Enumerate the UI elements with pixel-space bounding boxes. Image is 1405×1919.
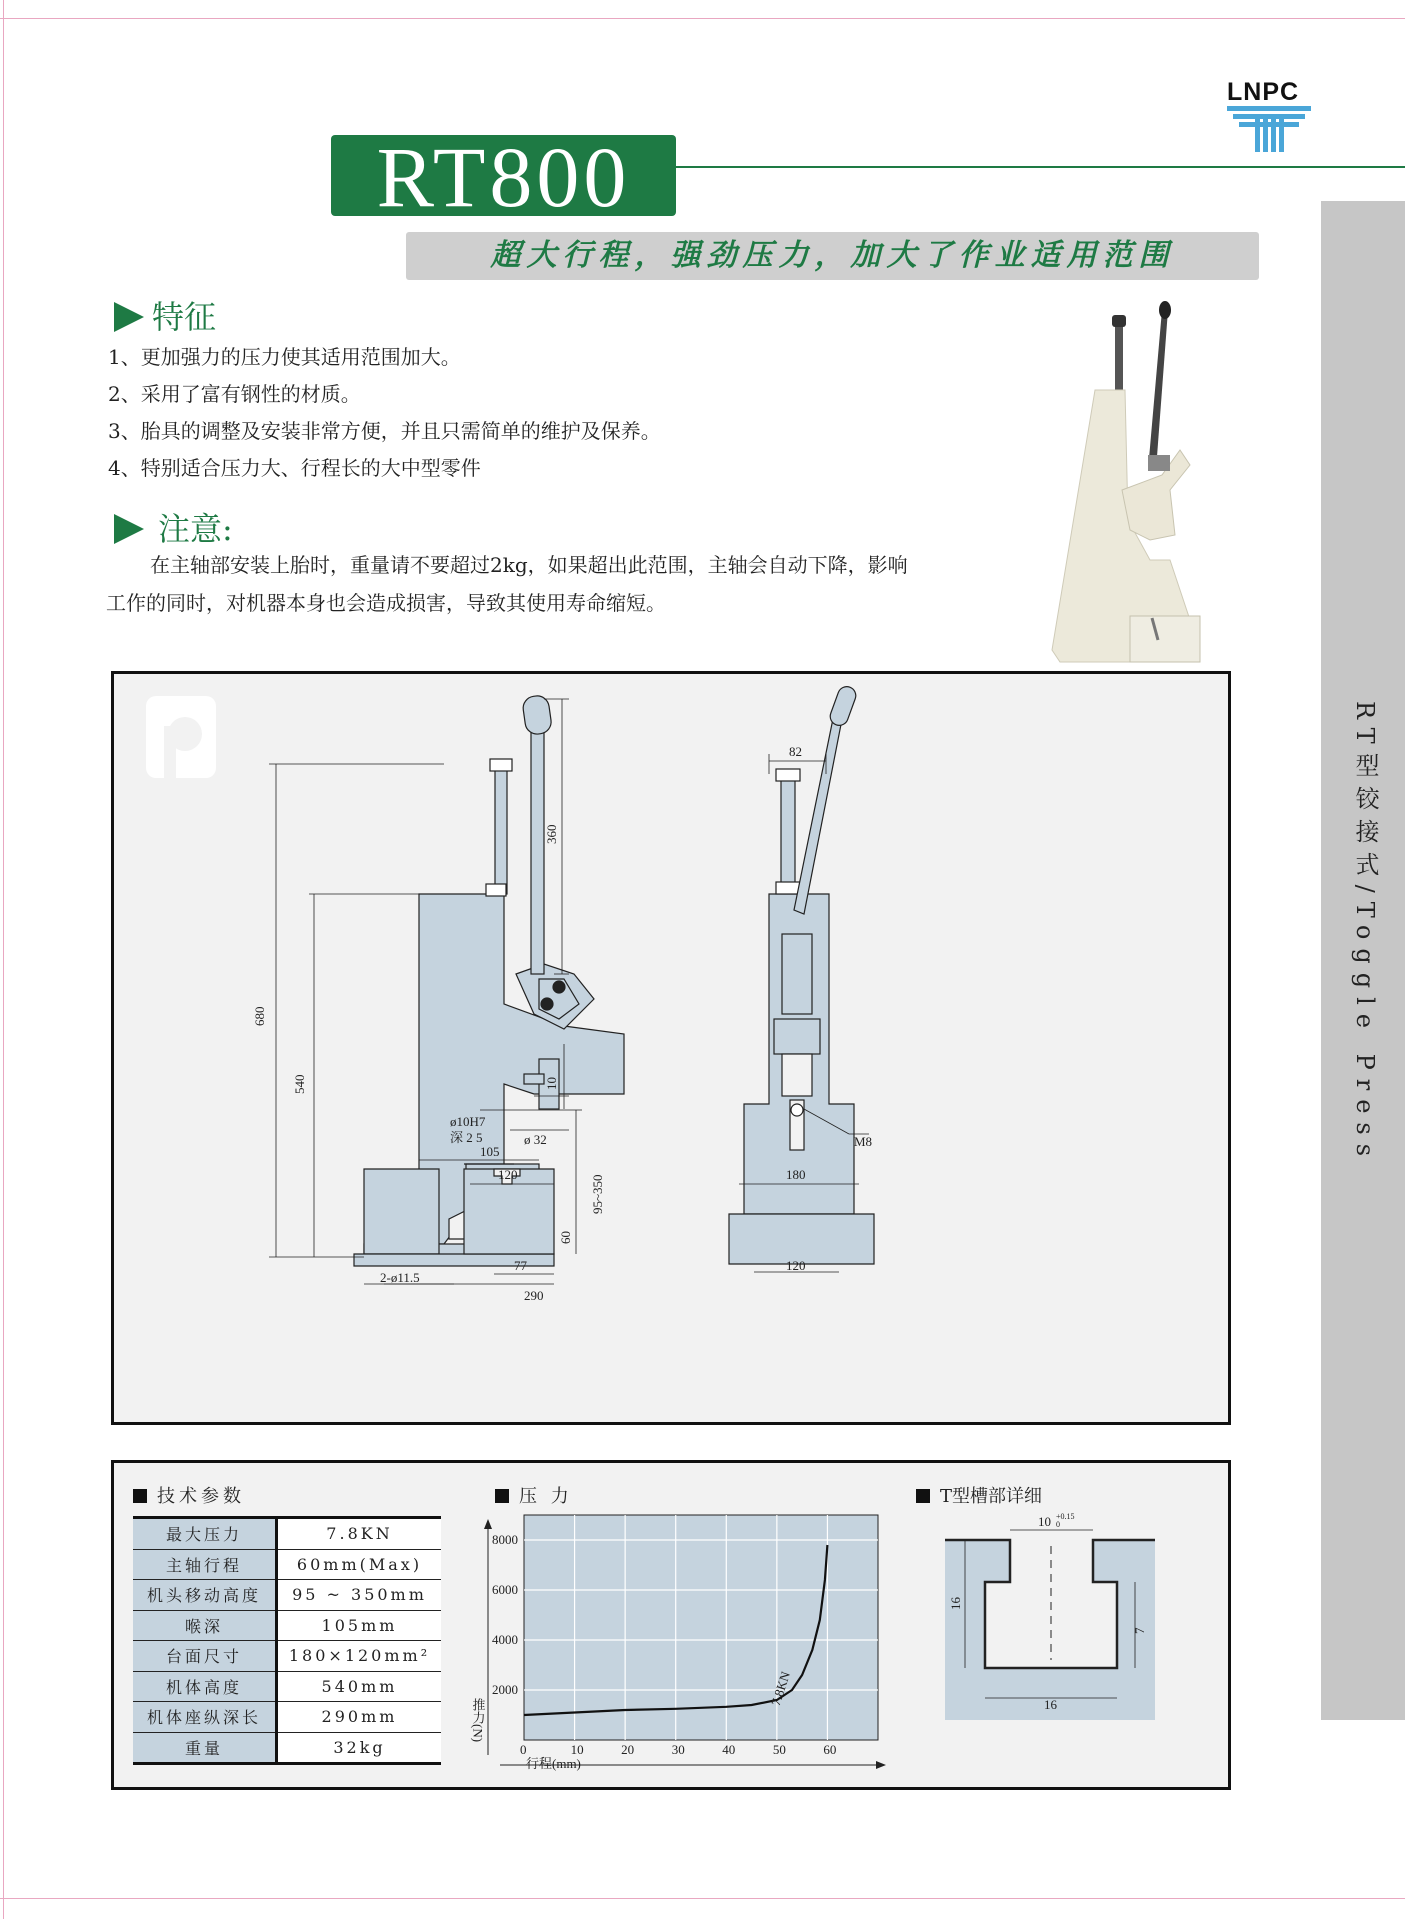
x-tick-label: 30 (671, 1742, 685, 1757)
notice-line-1: 在主轴部安装上胎时，重量请不要超过2kg，如果超出此范围，主轴会自动下降，影响 (150, 553, 908, 577)
triangle-bullet-icon (114, 302, 144, 332)
x-tick-label: 60 (823, 1742, 837, 1757)
feature-item: 4、特别适合压力大、行程长的大中型零件 (108, 456, 481, 480)
dim-180: 180 (786, 1167, 806, 1182)
dim-120: 120 (498, 1167, 518, 1182)
logo-mark-icon (1225, 104, 1317, 154)
square-bullet-icon (495, 1489, 509, 1503)
features-list (108, 339, 661, 487)
x-tick-label: 50 (772, 1742, 786, 1757)
dim-holes: 2-ø11.5 (380, 1270, 420, 1285)
tslot-dim-7: 7 (1132, 1627, 1147, 1634)
table-row: 主轴行程 60mm(Max) (133, 1549, 441, 1580)
brand-name: LNPC (1227, 78, 1300, 106)
y-tick-label: 2000 (492, 1682, 518, 1697)
notice-title: 注意: (158, 510, 233, 548)
tslot-tol-upper: +0.15 (1056, 1512, 1075, 1521)
feature-item: 2、采用了富有钢性的材质。 (108, 382, 361, 406)
tslot-title: T型槽部详细 (916, 1482, 1042, 1508)
tslot-diagram (940, 1510, 1160, 1735)
product-photo (1040, 300, 1212, 670)
dim-95-350: 95~350 (590, 1174, 605, 1214)
square-bullet-icon (916, 1489, 930, 1503)
table-row: 台面尺寸 180×120mm² (133, 1641, 441, 1672)
pressure-title: 压 力 (495, 1482, 573, 1508)
notice-line-2: 工作的同时，对机器本身也会造成损害，导致其使用寿命缩短。 (106, 591, 666, 615)
dim-m8: M8 (854, 1134, 873, 1149)
feature-item: 3、胎具的调整及安装非常方便，并且只需简单的维护及保养。 (108, 419, 661, 443)
tslot-tol-lower: 0 (1056, 1520, 1060, 1529)
notice-heading (114, 504, 233, 550)
table-row: 机体高度 540mm (133, 1671, 441, 1702)
y-axis-label: 推力(N) (470, 1698, 486, 1743)
table-row: 最大压力 7.8KN (133, 1518, 441, 1550)
square-bullet-icon (133, 1489, 147, 1503)
header-rule (676, 166, 1405, 168)
table-row: 机体座纵深长 290mm (133, 1702, 441, 1733)
feature-item: 1、更加强力的压力使其适用范围加大。 (108, 345, 461, 369)
dim-105: 105 (480, 1144, 500, 1159)
model-title-box (331, 129, 676, 225)
x-axis-label: 行程(mm) (526, 1756, 581, 1771)
dim-540: 540 (292, 1074, 307, 1094)
table-row: 重量 32kg (133, 1732, 441, 1764)
dim-front-120: 120 (786, 1258, 806, 1273)
tslot-dim-16-width: 16 (1044, 1697, 1057, 1712)
features-title: 特征 (152, 298, 217, 336)
series-annotation: 7.8KN (767, 1669, 794, 1708)
table-row: 机头移动高度 95 ~ 350mm (133, 1580, 441, 1611)
dim-depth: 深 2 5 (450, 1130, 483, 1145)
technical-drawing (114, 674, 1228, 1422)
dim-shaft: ø 32 (524, 1132, 547, 1147)
triangle-bullet-icon (114, 514, 144, 544)
x-tick-label: 40 (722, 1742, 736, 1757)
table-row: 喉深 105mm (133, 1610, 441, 1641)
dim-360: 360 (544, 824, 559, 844)
y-tick-label: 6000 (492, 1582, 518, 1597)
tslot-dim-10: 10 (1038, 1514, 1051, 1529)
pressure-chart (470, 1505, 890, 1775)
x-tick-label: 20 (621, 1742, 635, 1757)
slogan-box (406, 232, 1259, 280)
plot-area (524, 1515, 878, 1740)
y-tick-label: 8000 (492, 1532, 518, 1547)
side-tab-text: RT型铰接式/Toggle Press (1351, 701, 1379, 1166)
frame-bottom (0, 1898, 1405, 1899)
x-tick-label: 10 (570, 1742, 584, 1757)
specs-table (133, 1516, 441, 1765)
side-tab (1321, 201, 1405, 1720)
dim-290: 290 (524, 1288, 544, 1303)
lnpc-logo (1225, 78, 1317, 150)
dim-82: 82 (789, 744, 802, 759)
dim-77: 77 (514, 1258, 527, 1273)
features-heading (114, 292, 216, 338)
dim-10: 10 (544, 1077, 559, 1090)
specs-title: 技术参数 (133, 1482, 245, 1508)
dim-bore: ø10H7 (450, 1114, 486, 1129)
frame-top (0, 18, 1405, 19)
dim-680: 680 (252, 1006, 267, 1026)
frame-left (3, 0, 4, 1919)
y-tick-label: 4000 (492, 1632, 518, 1647)
slogan-text: 超大行程，强劲压力，加大了作业适用范围 (490, 238, 1175, 273)
tslot-dim-16-height: 16 (948, 1597, 963, 1610)
x-tick-label: 0 (520, 1742, 527, 1757)
dim-60: 60 (558, 1231, 573, 1244)
notice-text (106, 546, 1036, 622)
technical-drawing-panel (111, 671, 1231, 1425)
model-title: RT800 (376, 129, 631, 225)
